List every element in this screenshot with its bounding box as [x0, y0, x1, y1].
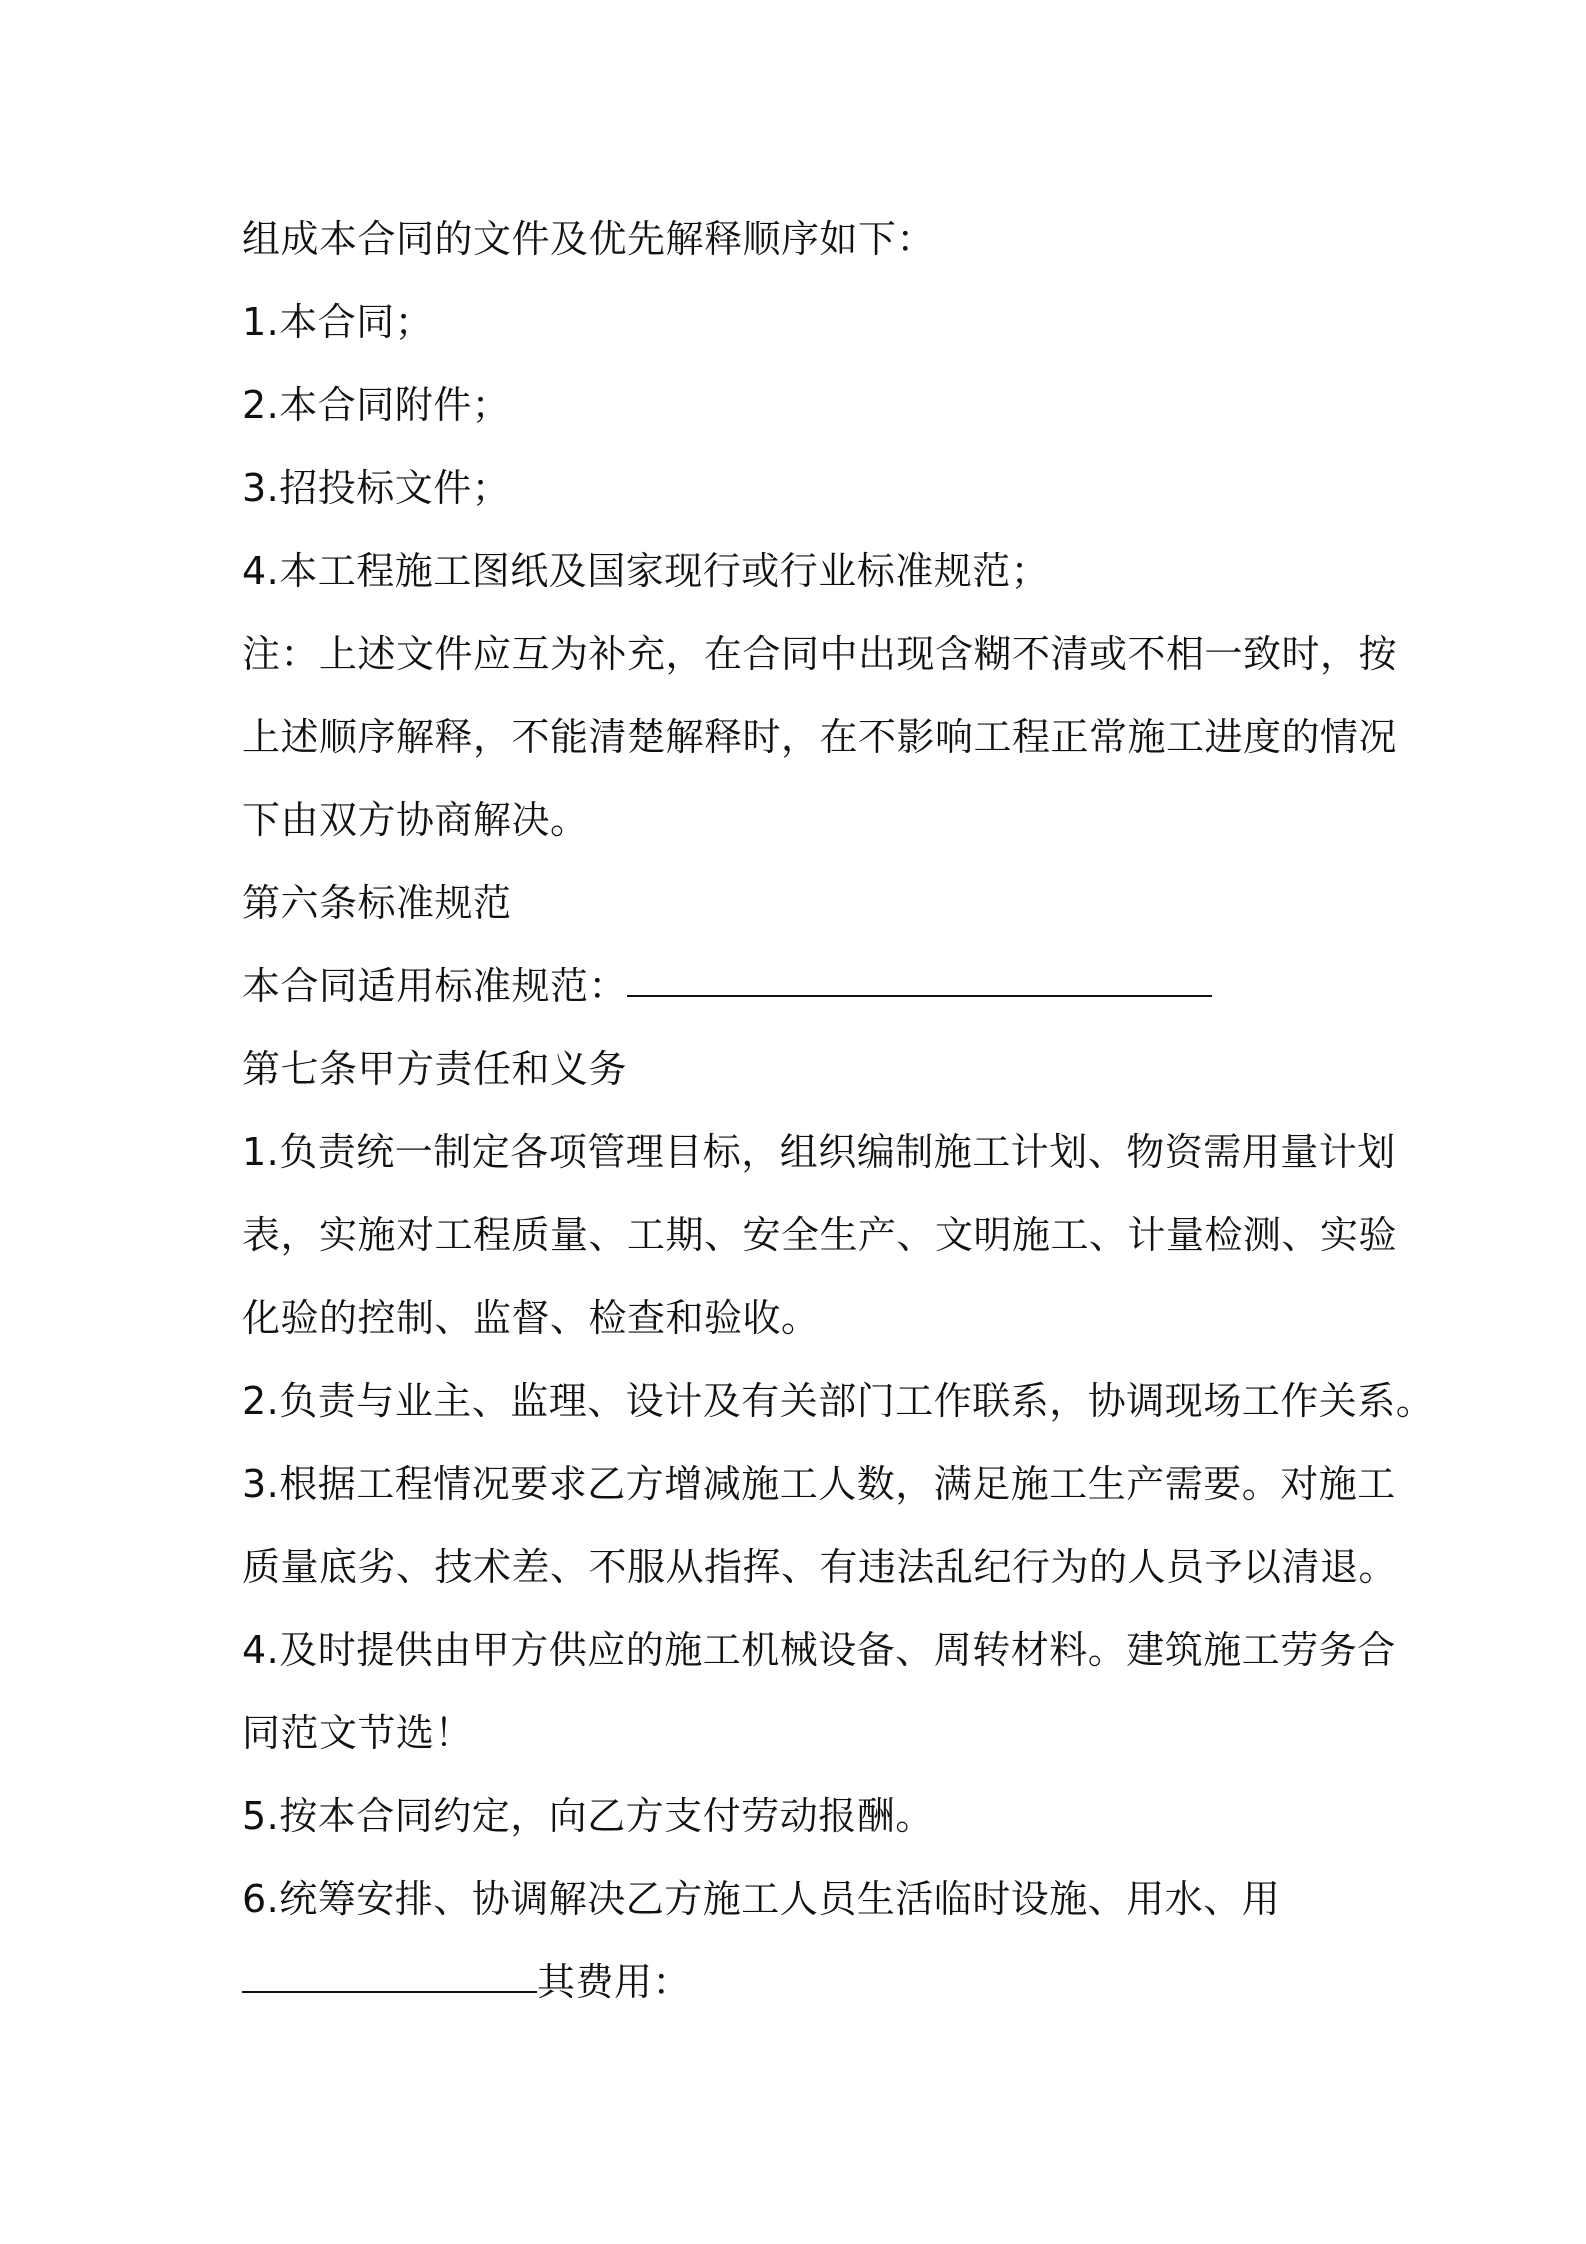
- standard-spec-line: [242, 945, 1362, 1028]
- document-body: [242, 198, 1435, 2024]
- fee-label: 其费用：: [537, 1960, 692, 2004]
- article7-item6-line2: [242, 1941, 1362, 2024]
- electricity-blank: [242, 1951, 537, 1993]
- docs-list-item: 1.本合同；: [242, 300, 434, 344]
- article7-heading: 第七条甲方责任和义务: [242, 1047, 628, 1091]
- article7-item1-line: 化验的控制、监督、检查和验收。: [242, 1296, 820, 1340]
- docs-list-item: 3.招投标文件；: [242, 466, 511, 510]
- article7-item3-line: 3.根据工程情况要求乙方增减施工人数，满足施工生产需要。对施工: [242, 1462, 1396, 1506]
- article7-item2: 2.负责与业主、监理、设计及有关部门工作联系，协调现场工作关系。: [242, 1379, 1435, 1423]
- intro-line: 组成本合同的文件及优先解释顺序如下：: [242, 217, 936, 261]
- article7-item4-line: 4.及时提供由甲方供应的施工机械设备、周转材料。建筑施工劳务合: [242, 1628, 1396, 1672]
- article7-item1-line: 表，实施对工程质量、工期、安全生产、文明施工、计量检测、实验: [242, 1213, 1398, 1257]
- article7-item5: 5.按本合同约定，向乙方支付劳动报酬。: [242, 1794, 934, 1838]
- article7-item4-line: 同范文节选！: [242, 1711, 474, 1755]
- standard-spec-blank: [627, 955, 1212, 997]
- article6-heading: 第六条标准规范: [242, 881, 512, 925]
- article7-item1-line: 1.负责统一制定各项管理目标，组织编制施工计划、物资需用量计划: [242, 1130, 1396, 1174]
- article7-item3-line: 质量底劣、技术差、不服从指挥、有违法乱纪行为的人员予以清退。: [242, 1545, 1398, 1589]
- docs-list-item: 2.本合同附件；: [242, 383, 511, 427]
- note-line: 上述顺序解释，不能清楚解释时，在不影响工程正常施工进度的情况: [242, 715, 1398, 759]
- note-line: 下由双方协商解决。: [242, 798, 589, 842]
- note-line: 注：上述文件应互为补充，在合同中出现含糊不清或不相一致时，按: [242, 632, 1398, 676]
- standard-spec-label: 本合同适用标准规范：: [242, 964, 628, 1008]
- article7-item6-line: 6.统筹安排、协调解决乙方施工人员生活临时设施、用水、用: [242, 1877, 1281, 1921]
- docs-list-item: 4.本工程施工图纸及国家现行或行业标准规范；: [242, 549, 1050, 593]
